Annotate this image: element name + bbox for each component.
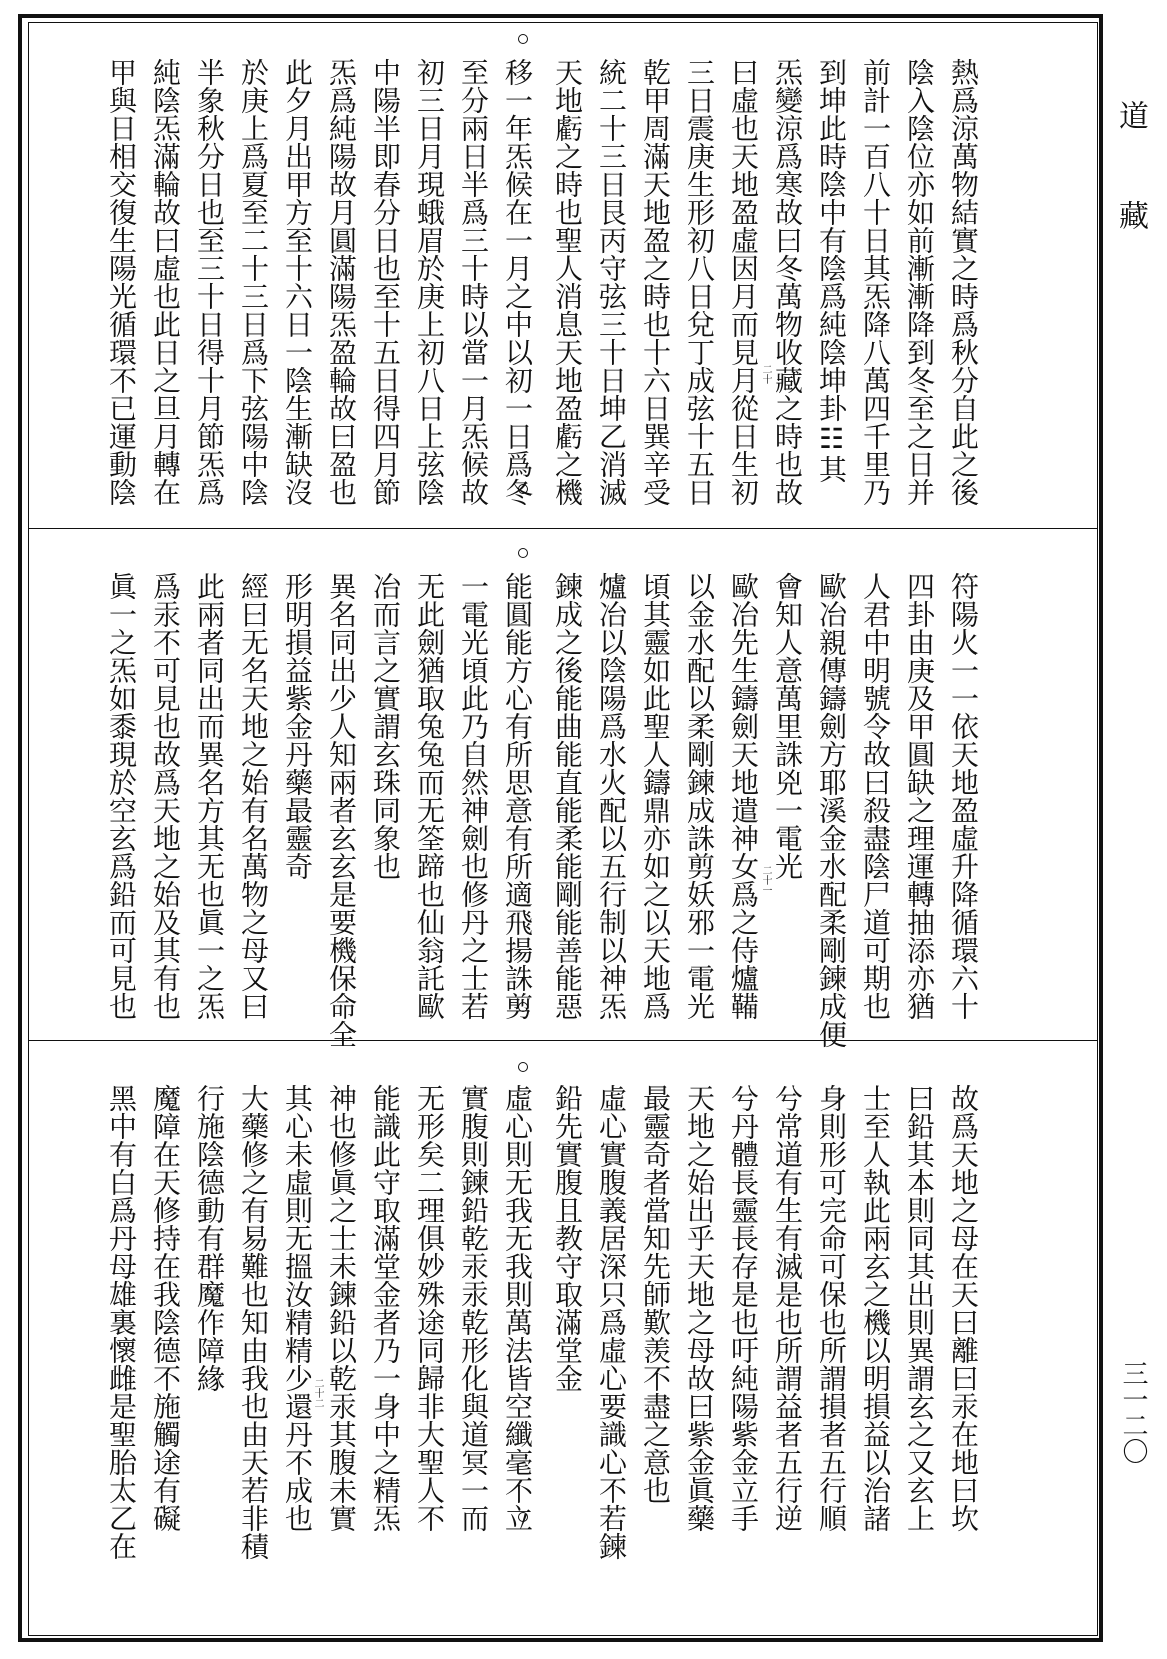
text-column: 到坤此時陰中有陰爲純陰坤卦☷其 [815, 58, 848, 483]
text-column: 甲與日相交復生陽光循環不已運動陰 [105, 58, 138, 506]
text-panel-3 [74, 1084, 980, 1624]
text-column: 鉛先實腹且教守取滿堂金 [551, 1084, 584, 1392]
text-column: 陰入陰位亦如前漸漸降到冬至之日并 [903, 58, 936, 506]
text-column: 鍊成之後能曲能直能柔能剛能善能惡 [551, 572, 584, 1020]
text-column: 故爲天地之母在天曰離曰汞在地曰坎 [947, 1084, 980, 1532]
text-column: 兮常道有生有滅是也所謂益者五行逆 [771, 1084, 804, 1532]
text-column: 无形矣二理俱妙殊途同歸非大聖人不 [413, 1084, 446, 1532]
text-column: 黑中有白爲丹母雄裏懷雌是聖胎太乙在 [105, 1084, 138, 1560]
text-column: 冶而言之實謂玄珠同象也 [369, 572, 402, 880]
text-column: 能圓能方心有所思意有所適飛揚誅剪 [501, 572, 534, 1020]
fold-mark [518, 548, 528, 558]
text-column: 人君中明號令故曰殺盡陰尸道可期也 [859, 572, 892, 1020]
text-column: 三日震庚生形初八日兌丁成弦十五日 [683, 58, 716, 506]
text-column: 身則形可完命可保也所謂損者五行順 [815, 1084, 848, 1532]
page-number: 三一二〇 [1118, 1360, 1148, 1464]
text-column: 兮丹體長靈長存是也吁純陽紫金立手 [727, 1084, 760, 1532]
text-column: 能識此守取滿堂金者乃一身中之精炁 [369, 1084, 402, 1532]
text-column: 天地之始出乎天地之母故曰紫金眞藥 [683, 1084, 716, 1532]
text-column: 其心未虛則无搵汝精精少還丹不成也 [281, 1084, 314, 1532]
text-column: 虛心則无我无我則萬法皆空纖毫不立 [501, 1084, 534, 1532]
text-column: 士至人執此兩玄之機以明損益以治諸 [859, 1084, 892, 1532]
fold-mark [518, 34, 528, 44]
text-column: 曰虛也天地盈虛因月而見月從日生初 [727, 58, 760, 506]
text-column: 純陰炁滿輪故曰虛也此日之旦月轉在 [149, 58, 182, 506]
text-column: 一電光頃此乃自然神劍也修丹之士若 [457, 572, 490, 1020]
text-column: 移一年炁候在一月之中以初一日爲冬 [501, 58, 534, 506]
margin-title-dao: 道 [1113, 100, 1148, 130]
text-column: 歐冶先生鑄劍天地遣神女爲之侍爐鞴 [727, 572, 760, 1020]
text-column: 大藥修之有易難也知由我也由天若非積 [237, 1084, 270, 1560]
text-column: 經曰无名天地之始有名萬物之母又曰 [237, 572, 270, 1020]
text-column: 以金水配以柔剛鍊成誅剪妖邪一電光 [683, 572, 716, 1020]
text-column: 半象秋分日也至三十日得十月節炁爲 [193, 58, 226, 506]
text-column: 中陽半即春分日也至十五日得四月節 [369, 58, 402, 506]
text-column: 虛心實腹義居深只爲虛心要識心不若鍊 [595, 1084, 628, 1560]
text-column: 頃其靈如此聖人鑄鼎亦如之以天地爲 [639, 572, 672, 1020]
text-column: 神也修眞之士未鍊鉛以乾汞其腹未實 [325, 1084, 358, 1532]
text-column: 乾甲周滿天地盈之時也十六日巽辛受 [639, 58, 672, 506]
text-column: 眞一之炁如黍現於空玄爲鉛而可見也 [105, 572, 138, 1020]
text-column: 統二十三日艮丙守弦三十日坤乙消滅 [595, 58, 628, 506]
text-column: 形明損益紫金丹藥最靈奇 [281, 572, 314, 880]
text-column: 最靈奇者當知先師歎羡不盡之意也 [639, 1084, 672, 1504]
text-column: 至分兩日半爲三十時以當一月炁候故 [457, 58, 490, 506]
text-column: 天地虧之時也聖人消息天地盈虧之機 [551, 58, 584, 506]
text-column: 會知人意萬里誅兇一電光 [771, 572, 804, 880]
panel-divider-2 [28, 1040, 1098, 1041]
folio-number: 二十一 [760, 865, 771, 895]
text-column: 行施陰德動有群魔作障緣 [193, 1084, 226, 1392]
text-column: 實腹則鍊鉛乾汞汞乾形化與道冥一而 [457, 1084, 490, 1532]
text-column: 炁變涼爲寒故曰冬萬物收藏之時也故 [771, 58, 804, 506]
text-column: 此兩者同出而異名方其无也眞一之炁 [193, 572, 226, 1020]
text-column: 爲汞不可見也故爲天地之始及其有也 [149, 572, 182, 1020]
text-column: 炁爲純陽故月圓滿陽炁盈輪故曰盈也 [325, 58, 358, 506]
text-column: 曰鉛其本則同其出則異謂玄之又玄上 [903, 1084, 936, 1532]
text-column: 異名同出少人知兩者玄玄是要機保命全 [325, 572, 358, 1048]
fold-mark [518, 1062, 528, 1072]
text-column: 歐冶親傳鑄劍方耶溪金水配柔剛鍊成便 [815, 572, 848, 1048]
text-column: 初三日月現蛾眉於庚上初八日上弦陰 [413, 58, 446, 506]
text-panel-2 [74, 572, 980, 1048]
folio-number: 二十二 [312, 1378, 323, 1408]
text-panel-1 [74, 58, 980, 518]
margin-title-zang: 藏 [1113, 200, 1148, 230]
folio-number: 二十 [760, 364, 771, 384]
text-column: 於庚上爲夏至二十三日爲下弦陽中陰 [237, 58, 270, 506]
text-column: 魔障在天修持在我陰德不施觸途有礙 [149, 1084, 182, 1532]
text-column: 爐冶以陰陽爲水火配以五行制以神炁 [595, 572, 628, 1020]
text-column: 此夕月出甲方至十六日一陰生漸缺沒 [281, 58, 314, 506]
text-column: 前計一百八十日其炁降八萬四千里乃 [859, 58, 892, 506]
text-column: 熱爲涼萬物結實之時爲秋分自此之後 [947, 58, 980, 506]
text-column: 符陽火一一依天地盈虛升降循環六十 [947, 572, 980, 1020]
text-column: 四卦由庚及甲圓缺之理運轉抽添亦猶 [903, 572, 936, 1020]
panel-divider-1 [28, 528, 1098, 529]
text-column: 无此劍猶取兔兔而无筌蹄也仙翁託歐 [413, 572, 446, 1020]
